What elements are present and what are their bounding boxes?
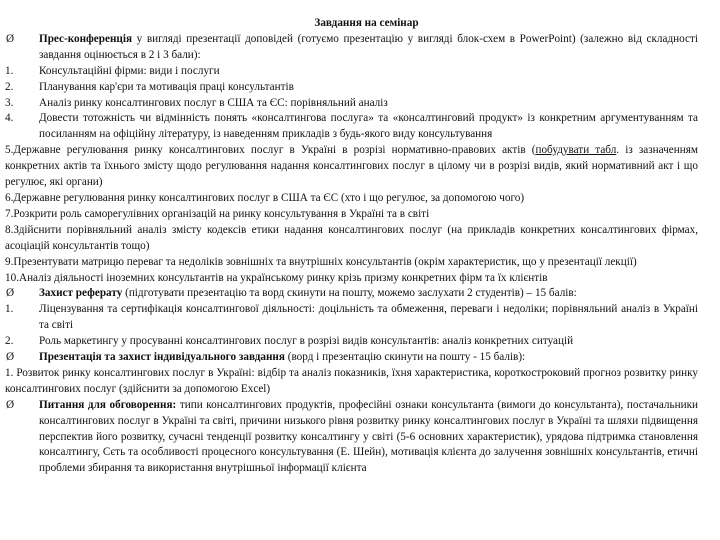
paragraph-text: 7.Розкрити роль саморегулівних організацій на ринку консультування в Україні та в світі: [5, 207, 430, 220]
arrow-bullet-icon: Ø: [6, 351, 15, 364]
list-number: 2.: [5, 335, 14, 348]
bullet-text: у вигляді презентації доповідей (готуємо презентацію у вигляді блок-схем в PowerPoint) (залежно від складності завдання оцінюється в 2 і 3 бали):: [39, 32, 698, 61]
paragraph-item-5: [5, 143, 698, 191]
list-item-text: Ліцензування та сертифікація консалтингової діяльності: доцільність та обмеження, переваги і недоліки; порівняльний аналіз в Україні та світі: [39, 303, 698, 332]
list-item: [5, 111, 698, 143]
bullet-individual-task: [5, 350, 698, 366]
bullet-heading: Питання для обговорення:: [39, 398, 177, 411]
paragraph-item-6: [5, 191, 698, 207]
bullet-heading: Презентація та захист індивідуального завдання: [39, 351, 285, 364]
list-number: 4.: [5, 112, 14, 125]
bullet-text: типи консалтингових продуктів, професійні ознаки консультанта (вимоги до консультанта), постачальники консалтингових послуг в Україні та світі, причини низького рівня розвитку ринку консалтингових послуг в Україні та шляхи підвищення перспектив його розвитку, сучасні тенденції розвитку консалтингу у світі (5-6 основних характеристик), урядова підтримка становлення консалтингу, Сєть та особливості процесного консультування (Е. Шейн), мотивація клієнта до залучення зовнішніх консультантів, етичні проблеми збирання та використання внутрішньої інформації клієнта: [39, 398, 698, 475]
bullet-essay-defense: [5, 286, 698, 302]
list-number: 3.: [5, 96, 14, 109]
paragraph-item-9: [5, 255, 698, 271]
list-item-text: Довести тотожність чи відмінність понять «консалтингова послуга» та «консалтинговий продукт» із конкретним аргументуванням та посиланням на офіційну літературу, із наведенням прикладів з будь-якого виду консультування: [39, 112, 698, 141]
paragraph-item-10: [5, 271, 698, 287]
paragraph-text: 5.Державне регулювання ринку консалтингових послуг в Україні в розрізі нормативно-правових актів (: [5, 144, 536, 157]
list-number: 1.: [5, 303, 14, 316]
paragraph-item-8: [5, 223, 698, 255]
paragraph-text-tail: . із зазначенням конкретних актів та їхнього змісту щодо регулювання надання консалтингових послуг в цілому чи в розрізі видів, який нормативний акт і що регулює, які органи): [5, 144, 698, 189]
list-item-text: Планування кар'єри та мотивація праці консультантів: [39, 80, 294, 93]
list-item-text: Аналіз ринку консалтингових послуг в США та ЄС: порівняльний аналіз: [39, 96, 388, 109]
underlined-text: побудувати табл: [535, 144, 617, 157]
bullet-press-conference: [5, 32, 698, 64]
paragraph-item-individual: [5, 366, 698, 398]
arrow-bullet-icon: Ø: [6, 398, 15, 411]
list-item: [5, 302, 698, 334]
list-item: [5, 96, 698, 112]
list-item-text: Консультаційні фірми: види і послуги: [39, 64, 220, 77]
document-title: Завдання на семінар: [314, 17, 419, 29]
bullet-discussion-questions: [5, 398, 698, 478]
arrow-bullet-icon: Ø: [6, 287, 15, 300]
paragraph-text: 6.Державне регулювання ринку консалтингових послуг в США та ЄС (хто і що регулює, за допомогою чого): [5, 191, 525, 204]
paragraph-text: 1. Розвиток ринку консалтингових послуг в Україні: відбір та аналіз показників, їхня характеристика, короткостроковий прогноз розвитку ринку консалтингових послуг (здійснити за допомогою Excel): [5, 366, 698, 395]
list-number: 2.: [5, 80, 14, 93]
paragraph-item-7: [5, 207, 698, 223]
list-item: [5, 64, 698, 80]
bullet-text: (ворд і презентацію скинути на пошту - 15 балів):: [284, 351, 526, 364]
paragraph-text: 9.Презентувати матрицю переваг та недоліків зовнішніх та внутрішніх консультантів (окрім характеристик, що у презентації лекції): [5, 255, 637, 268]
list-item: [5, 334, 698, 350]
list-item-text: Роль маркетингу у просуванні консалтингових послуг в розрізі видів консультантів: аналіз конкретних ситуацій: [39, 335, 574, 348]
paragraph-text: 10.Аналіз діяльності іноземних консультантів на українському ринку крізь призму конкретних фірм та їх клієнтів: [5, 271, 548, 284]
list-item: [5, 80, 698, 96]
document: [5, 16, 698, 477]
arrow-bullet-icon: Ø: [6, 32, 15, 45]
bullet-text: (підготувати презентацію та ворд скинути на пошту, можемо заслухати 2 студентів) – 15 балів:: [122, 287, 577, 300]
list-number: 1.: [5, 64, 14, 77]
bullet-heading: Прес-конференція: [39, 32, 133, 45]
bullet-heading: Захист реферату: [39, 287, 123, 300]
paragraph-text: 8.Здійснити порівняльний аналіз змісту кодексів етики надання консалтингових послуг (на прикладів конкретних консалтингових фірмах, асоціацій консультантів тощо): [5, 223, 698, 252]
